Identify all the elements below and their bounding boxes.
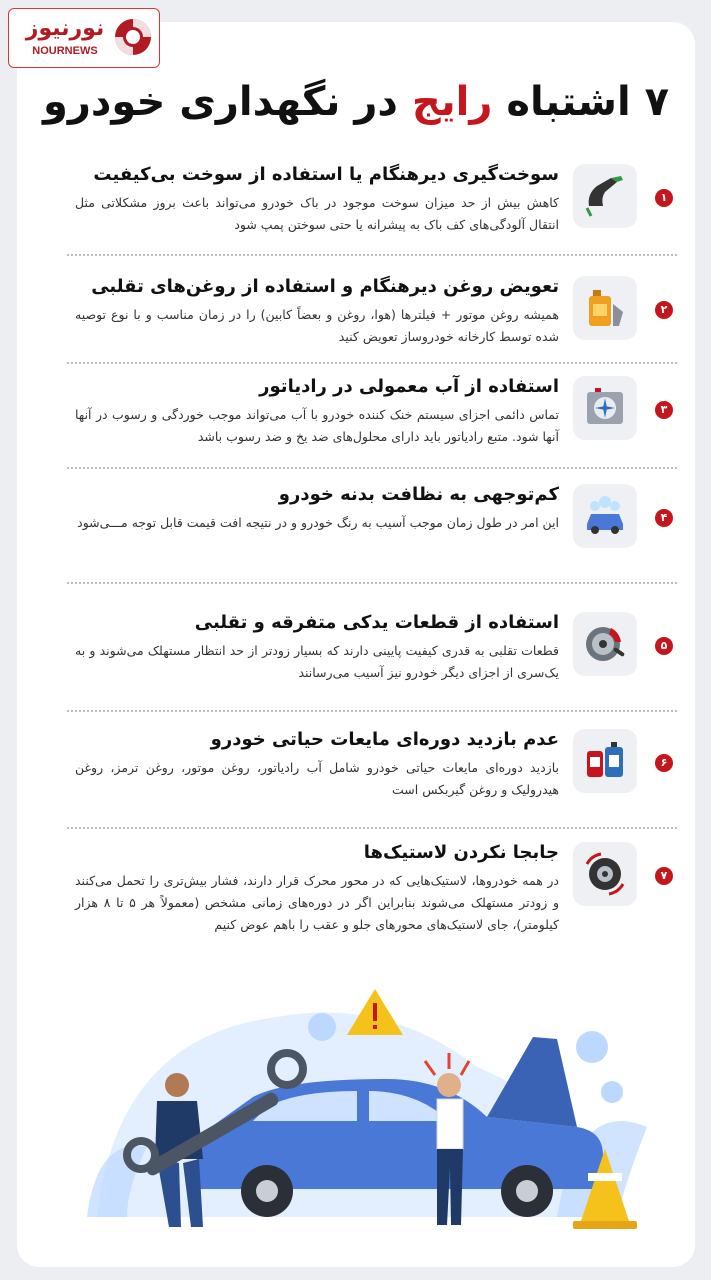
- warning-triangle-icon: [347, 989, 403, 1035]
- item-title: کم‌توجهی به نظافت بدنه خودرو: [278, 484, 559, 505]
- fuel-nozzle-icon: [573, 164, 637, 228]
- item-number-badge: ۴: [655, 509, 673, 527]
- item-description: در همه خودروها، لاستیک‌هایی که در محور محرک قرار دارند، فشار بیش‌تری را تحمل می‌کنند و زودتر مستهلک می‌شوند بنابراین اگر در دوره‌های زمانی مشخص (معمولاً هر ۵ تا ۸ هزار کیلومتر)، جای لاستیک‌های محورهای جلو و عقب را باهم عوض کنیم: [75, 873, 560, 932]
- page-title: [17, 74, 695, 130]
- item-number-badge: ۶: [655, 754, 673, 772]
- logo-brand-text: نورنیوز: [25, 16, 105, 41]
- divider: [67, 827, 677, 829]
- title-highlight: رایج: [411, 79, 493, 125]
- brake-disc-icon: [573, 612, 637, 676]
- item-number-badge: ۵: [655, 637, 673, 655]
- fluids-icon: [573, 729, 637, 793]
- car-wash-icon: [573, 484, 637, 548]
- radiator-icon: [573, 376, 637, 440]
- item-title: استفاده از قطعات یدکی متفرقه و تقلبی: [194, 612, 559, 633]
- infographic-card: [17, 22, 695, 1267]
- nournews-logo: [8, 8, 160, 68]
- title-suffix: در نگهداری خودرو: [42, 79, 412, 125]
- item-description: قطعات تقلبی به قدری کیفیت پایینی دارند که بسیار زودتر از حد انتظار مستهلک می‌شوند و به یک‌سری از اجزای دیگر خودرو نیز آسیب می‌رسانند: [75, 643, 559, 680]
- item-description: بازدید دوره‌ای مایعات حیاتی خودرو شامل آب رادیاتور، روغن موتور، روغن ترمز، روغن هیدرولیک و روغن گیربکس است: [75, 760, 559, 797]
- item-number-badge: ۲: [655, 301, 673, 319]
- item-description: این امر در طول زمان موجب آسیب به رنگ خودرو و در نتیجه افت قیمت قابل توجه مـــی‌شود: [77, 515, 559, 530]
- logo-sub-text: NOURNEWS: [32, 45, 98, 57]
- item-number-badge: ۷: [655, 867, 673, 885]
- oil-can-icon: [573, 276, 637, 340]
- divider: [67, 710, 677, 712]
- item-description: تماس دائمی اجزای سیستم خنک کننده خودرو با آب می‌تواند موجب خوردگی و رسوب در آنها آنها شود. متبع رادیاتور باید دارای محلول‌های ضد یخ و ضد رسوب باشد: [75, 407, 559, 444]
- divider: [67, 467, 677, 469]
- item-title: سوخت‌گیری دیرهنگام یا استفاده از سوخت بی‌کیفیت: [93, 164, 559, 185]
- tire-rotation-icon: [573, 842, 637, 906]
- item-number-badge: ۳: [655, 401, 673, 419]
- item-title: عدم بازدید دوره‌ای مایعات حیاتی خودرو: [210, 729, 559, 750]
- divider: [67, 254, 677, 256]
- title-prefix: ۷ اشتباه: [492, 79, 670, 125]
- car-repair-illustration: [57, 977, 657, 1237]
- divider: [67, 582, 677, 584]
- logo-swirl-icon: [113, 14, 153, 60]
- item-title: تعویض روغن دیرهنگام و استفاده از روغن‌های تقلبی: [91, 276, 559, 297]
- item-description: کاهش بیش از حد میزان سوخت موجود در باک خودرو می‌تواند باعث بروز مشکلاتی مثل انتقال آلودگی‌های کف باک به پیشرانه یا حتی سوختن پمپ شود: [75, 195, 559, 232]
- item-number-badge: ۱: [655, 189, 673, 207]
- item-title: جابجا نکردن لاستیک‌ها: [363, 842, 559, 863]
- item-description: همیشه روغن موتور + فیلترها (هوا، روغن و بعضاً کابین) را در زمان مناسب و با نوع توصیه شده توسط کارخانه خودروساز تعویض کنید: [75, 307, 559, 344]
- item-title: استفاده از آب معمولی در رادیاتور: [259, 376, 559, 397]
- divider: [67, 362, 677, 364]
